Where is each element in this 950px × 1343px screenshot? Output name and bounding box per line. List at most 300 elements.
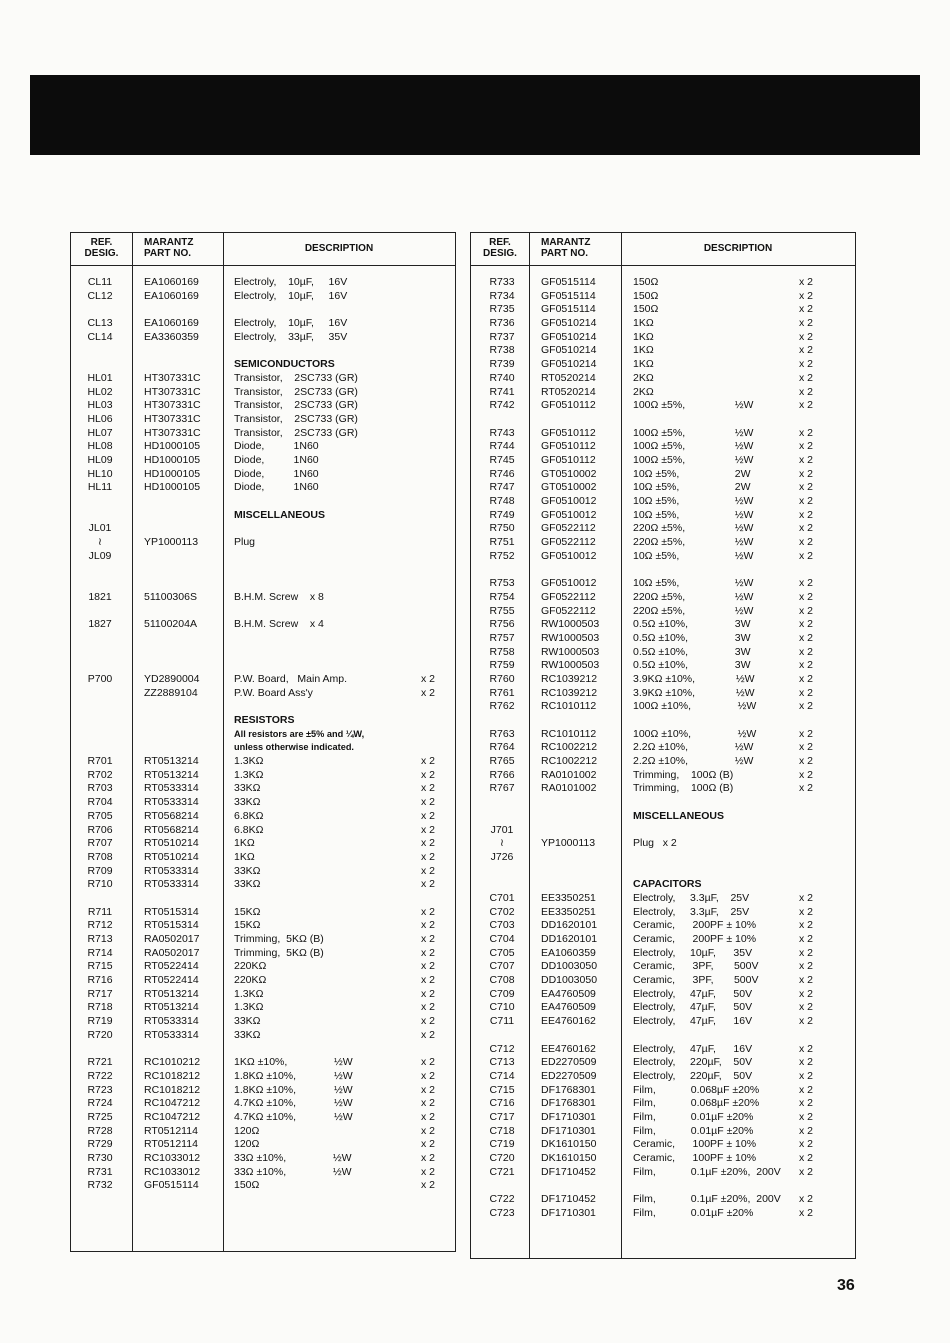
quantity: x 2 bbox=[420, 919, 435, 932]
description: Ceramic, 100PF ± 10% bbox=[633, 1138, 757, 1151]
ref-desig: R711 bbox=[87, 905, 113, 918]
part-number: GF0510112 bbox=[541, 440, 596, 453]
quantity: x 2 bbox=[420, 987, 435, 1000]
description: Diode, 1N60 bbox=[234, 481, 319, 494]
part-number: RW1000503 bbox=[541, 645, 600, 658]
description: 1KΩ bbox=[633, 344, 654, 357]
table-row bbox=[471, 851, 855, 865]
description: Electroly, 220µF, 50V bbox=[633, 1069, 753, 1082]
ref-desig: R739 bbox=[489, 358, 515, 371]
part-number: GF0515114 bbox=[541, 303, 596, 316]
ref-desig: C723 bbox=[489, 1206, 515, 1219]
ref-desig: C711 bbox=[489, 1015, 515, 1028]
table-row bbox=[71, 1179, 455, 1193]
part-number: DF1710301 bbox=[541, 1110, 596, 1123]
table-row bbox=[71, 988, 455, 1002]
part-number: GF0515114 bbox=[541, 276, 596, 288]
description: 33Ω ±10%, ½W bbox=[234, 1152, 352, 1164]
description: 1KΩ bbox=[633, 330, 654, 343]
ref-desig: R714 bbox=[87, 946, 113, 959]
description: Transistor, 2SC733 (GR) bbox=[234, 412, 358, 425]
quantity: x 2 bbox=[798, 358, 813, 371]
part-number: EA3360359 bbox=[144, 330, 199, 343]
part-number: DK1610150 bbox=[541, 1152, 597, 1164]
table-row bbox=[471, 947, 855, 961]
part-number: GF0510214 bbox=[541, 330, 597, 343]
part-number: RC1047212 bbox=[144, 1097, 201, 1110]
ref-desig: R745 bbox=[489, 453, 515, 466]
description: 4.7KΩ ±10%, ½W bbox=[234, 1097, 353, 1110]
description: 1KΩ bbox=[633, 317, 654, 330]
ref-desig: R749 bbox=[489, 508, 515, 521]
quantity: x 2 bbox=[798, 946, 813, 959]
part-number: RT0533314 bbox=[144, 878, 199, 891]
description: 150Ω bbox=[633, 289, 659, 302]
quantity: x 2 bbox=[798, 1193, 813, 1206]
ref-desig: R733 bbox=[489, 276, 515, 288]
description: Electroly, 10µF, 16V bbox=[234, 289, 348, 302]
part-number: EA1060169 bbox=[144, 276, 199, 288]
description: Film, 0.068µF ±20% bbox=[633, 1083, 760, 1096]
description: Film, 0.01µF ±20% bbox=[633, 1124, 754, 1137]
ref-desig: R746 bbox=[489, 467, 515, 480]
description: 33KΩ bbox=[234, 1028, 261, 1041]
ref-desig: C721 bbox=[489, 1165, 515, 1178]
description: 100Ω ±5%, ½W bbox=[633, 453, 754, 466]
table-row bbox=[471, 632, 855, 646]
row-spacer bbox=[71, 495, 455, 509]
table-row bbox=[471, 440, 855, 454]
table-row bbox=[71, 440, 455, 454]
quantity: x 2 bbox=[798, 1110, 813, 1123]
description: Film, 0.1µF ±20%, 200V bbox=[633, 1193, 781, 1206]
section-heading: MISCELLANEOUS bbox=[234, 508, 326, 521]
marantz-label: MARANTZ bbox=[144, 237, 194, 248]
description: Ceramic, 100PF ± 10% bbox=[633, 1152, 757, 1164]
table-row bbox=[71, 933, 455, 947]
row-spacer bbox=[71, 646, 455, 660]
table-row bbox=[71, 796, 455, 810]
ref-desig: C701 bbox=[489, 891, 515, 904]
ref-desig: R702 bbox=[87, 768, 113, 781]
ref-desig: R737 bbox=[489, 330, 515, 343]
description: 3.9KΩ ±10%, ½W bbox=[633, 672, 755, 685]
part-number: GF0510214 bbox=[541, 344, 597, 357]
ref-desig: C705 bbox=[489, 946, 515, 959]
part-number: 51100204A bbox=[144, 618, 197, 631]
table-row bbox=[471, 577, 855, 591]
table-row bbox=[71, 481, 455, 495]
quantity: x 2 bbox=[798, 590, 813, 603]
ref-desig: R750 bbox=[489, 522, 515, 535]
description: 33Ω ±10%, ½W bbox=[234, 1165, 352, 1178]
part-number: GF0515114 bbox=[144, 1179, 199, 1192]
part-number: GF0510112 bbox=[541, 453, 596, 466]
part-number: DD1620101 bbox=[541, 933, 598, 945]
quantity: x 2 bbox=[798, 1083, 813, 1096]
ref-desig: HL02 bbox=[87, 385, 113, 398]
description: 33KΩ bbox=[234, 878, 261, 891]
description: B.H.M. Screw x 8 bbox=[234, 590, 324, 603]
description: Trimming, 100Ω (B) bbox=[633, 782, 734, 795]
part-number: RT0515314 bbox=[144, 919, 199, 932]
quantity: x 2 bbox=[420, 850, 435, 863]
row-spacer bbox=[471, 714, 855, 728]
ref-desig: R734 bbox=[489, 289, 515, 302]
ref-desig: R712 bbox=[87, 919, 113, 932]
description: Trimming, 5KΩ (B) bbox=[234, 946, 324, 959]
ref-desig: CL12 bbox=[87, 289, 113, 302]
part-number: RT0522414 bbox=[144, 974, 199, 987]
table-row bbox=[471, 536, 855, 550]
part-number: EE4760162 bbox=[541, 1042, 596, 1055]
description: Electroly, 47µF, 50V bbox=[633, 987, 753, 1000]
ref-desig: C715 bbox=[489, 1083, 515, 1096]
table-row bbox=[71, 687, 455, 701]
table-row bbox=[71, 851, 455, 865]
quantity: x 2 bbox=[420, 933, 435, 945]
ref-desig: C702 bbox=[489, 905, 515, 918]
table-row bbox=[471, 372, 855, 386]
ref-desig: R764 bbox=[489, 741, 515, 754]
quantity: x 2 bbox=[798, 782, 813, 795]
ref-desig: CL11 bbox=[87, 276, 113, 288]
table-body bbox=[71, 276, 455, 1193]
ref-desig: R720 bbox=[87, 1028, 113, 1041]
part-number: RA0101002 bbox=[541, 768, 597, 781]
description: Transistor, 2SC733 (GR) bbox=[234, 426, 358, 439]
table-row bbox=[471, 1166, 855, 1180]
description: 33KΩ bbox=[234, 864, 261, 877]
section-heading: MISCELLANEOUS bbox=[633, 809, 725, 822]
description: Diode, 1N60 bbox=[234, 467, 319, 480]
table-row bbox=[471, 1111, 855, 1125]
part-number: YP1000113 bbox=[541, 837, 596, 850]
description: Transistor, 2SC733 (GR) bbox=[234, 371, 358, 384]
description: 10Ω ±5%, ½W bbox=[633, 549, 754, 562]
description: Film, 0.01µF ±20% bbox=[633, 1110, 754, 1123]
part-number: GF0510214 bbox=[541, 317, 597, 330]
ref-desig: R765 bbox=[489, 755, 515, 768]
description: 1.8KΩ ±10%, ½W bbox=[234, 1083, 353, 1096]
description: Ceramic, 200PF ± 10% bbox=[633, 933, 757, 945]
part-number: HD1000105 bbox=[144, 453, 201, 466]
table-row bbox=[71, 673, 455, 687]
description: 0.5Ω ±10%, 3W bbox=[633, 645, 751, 658]
quantity: x 2 bbox=[798, 1124, 813, 1137]
ref-desig: CL14 bbox=[87, 330, 113, 343]
description: 3.9KΩ ±10%, ½W bbox=[633, 686, 755, 699]
ref-desig: C709 bbox=[489, 987, 515, 1000]
description: 100Ω ±5%, ½W bbox=[633, 426, 754, 439]
parts-table-left bbox=[70, 232, 456, 1252]
ref-desig: R719 bbox=[87, 1015, 113, 1028]
table-row bbox=[471, 399, 855, 413]
description: 220Ω ±5%, ½W bbox=[633, 590, 754, 603]
quantity: x 2 bbox=[798, 371, 813, 384]
parts-table-right bbox=[470, 232, 856, 1259]
ref-desig: HL09 bbox=[87, 453, 113, 466]
table-row bbox=[71, 386, 455, 400]
table-row bbox=[471, 331, 855, 345]
part-number: ZZ2889104 bbox=[144, 686, 198, 699]
ref-desig: C718 bbox=[489, 1124, 515, 1137]
ref-desig: C703 bbox=[489, 919, 515, 932]
description: Electroly, 10µF, 16V bbox=[234, 276, 348, 288]
part-number: HD1000105 bbox=[144, 481, 201, 494]
quantity: x 2 bbox=[798, 727, 813, 740]
ref-desig: R710 bbox=[87, 878, 113, 891]
quantity: x 2 bbox=[420, 1152, 435, 1164]
ref-desig: R708 bbox=[87, 850, 113, 863]
part-number: RT0512114 bbox=[144, 1124, 198, 1137]
part-number: GF0522112 bbox=[541, 536, 596, 549]
ref-desig: R718 bbox=[87, 1001, 113, 1014]
table-row bbox=[71, 1138, 455, 1152]
table-row bbox=[471, 1070, 855, 1084]
row-spacer bbox=[71, 563, 455, 577]
ref-desig: C720 bbox=[489, 1152, 515, 1164]
table-row bbox=[71, 755, 455, 769]
ref-desig-header bbox=[71, 237, 132, 259]
description: Electroly, 47µF, 16V bbox=[633, 1042, 753, 1055]
description: 220KΩ bbox=[234, 960, 267, 973]
quantity: x 2 bbox=[798, 289, 813, 302]
table-row bbox=[471, 1125, 855, 1139]
ref-desig: CL13 bbox=[87, 317, 113, 330]
quantity: x 2 bbox=[798, 440, 813, 453]
ref-desig: R736 bbox=[489, 317, 515, 330]
quantity: x 2 bbox=[420, 782, 435, 795]
table-row bbox=[471, 509, 855, 523]
quantity: x 2 bbox=[420, 1056, 435, 1069]
quantity: x 2 bbox=[798, 1042, 813, 1055]
quantity: x 2 bbox=[420, 796, 435, 809]
row-spacer bbox=[71, 892, 455, 906]
quantity: x 2 bbox=[798, 344, 813, 357]
part-number: GF0510214 bbox=[541, 358, 597, 371]
description: 33KΩ bbox=[234, 782, 261, 795]
part-number: DF1768301 bbox=[541, 1097, 596, 1110]
table-row bbox=[71, 591, 455, 605]
table-row bbox=[471, 618, 855, 632]
ref-desig: C710 bbox=[489, 1001, 515, 1014]
description: Electroly, 47µF, 50V bbox=[633, 1001, 753, 1014]
description: Diode, 1N60 bbox=[234, 453, 319, 466]
ref-desig: R717 bbox=[87, 987, 113, 1000]
ref-desig: R706 bbox=[87, 823, 113, 836]
quantity: x 2 bbox=[798, 399, 813, 412]
description: 100Ω ±5%, ½W bbox=[633, 399, 754, 412]
description: 1.3KΩ bbox=[234, 1001, 264, 1014]
table-row bbox=[71, 372, 455, 386]
description: Electroly, 220µF, 50V bbox=[633, 1056, 753, 1069]
table-row bbox=[471, 892, 855, 906]
table-row bbox=[471, 454, 855, 468]
quantity: x 2 bbox=[798, 987, 813, 1000]
description: 150Ω bbox=[633, 276, 659, 288]
part-number: RA0502017 bbox=[144, 946, 200, 959]
quantity: x 2 bbox=[420, 960, 435, 973]
quantity: x 2 bbox=[420, 1001, 435, 1014]
part-number: RC1010212 bbox=[144, 1056, 201, 1069]
part-number: RC1018212 bbox=[144, 1083, 201, 1096]
section-heading-row bbox=[71, 358, 455, 372]
table-row bbox=[71, 906, 455, 920]
ref-desig: R738 bbox=[489, 344, 515, 357]
quantity: x 2 bbox=[798, 741, 813, 754]
partno-label: PART NO. bbox=[144, 248, 192, 259]
description: 220Ω ±5%, ½W bbox=[633, 604, 754, 617]
part-number: ED2270509 bbox=[541, 1056, 597, 1069]
part-number: HT307331C bbox=[144, 371, 201, 384]
part-number: ED2270509 bbox=[541, 1069, 597, 1082]
table-header bbox=[71, 233, 455, 266]
table-row bbox=[71, 276, 455, 290]
part-number: DD1003050 bbox=[541, 960, 598, 973]
description: 2.2Ω ±10%, ½W bbox=[633, 741, 754, 754]
ref-desig: R742 bbox=[489, 399, 515, 412]
part-number: DK1610150 bbox=[541, 1138, 597, 1151]
ref-desig: 1821 bbox=[88, 590, 112, 603]
ref-desig: R728 bbox=[87, 1124, 113, 1137]
part-number: RC1002212 bbox=[541, 755, 598, 768]
ref-desig: R730 bbox=[87, 1152, 113, 1164]
ref-desig: C714 bbox=[489, 1069, 515, 1082]
description: 100Ω ±10%, ½W bbox=[633, 700, 757, 713]
quantity: x 2 bbox=[798, 960, 813, 973]
description: Ceramic, 3PF, 500V bbox=[633, 960, 759, 973]
description: B.H.M. Screw x 4 bbox=[234, 618, 324, 631]
description: Electroly, 3.3µF, 25V bbox=[633, 891, 750, 904]
description: 220Ω ±5%, ½W bbox=[633, 536, 754, 549]
ref-desig: R722 bbox=[87, 1069, 113, 1082]
ref-desig: R707 bbox=[87, 837, 113, 850]
quantity: x 2 bbox=[798, 467, 813, 480]
table-row bbox=[71, 413, 455, 427]
section-heading: CAPACITORS bbox=[633, 878, 702, 891]
quantity: x 2 bbox=[798, 1152, 813, 1164]
description: 220Ω ±5%, ½W bbox=[633, 522, 754, 535]
table-row bbox=[471, 824, 855, 838]
description: 150Ω bbox=[234, 1179, 260, 1192]
row-spacer bbox=[71, 303, 455, 317]
table-row bbox=[471, 974, 855, 988]
row-spacer bbox=[471, 413, 855, 427]
ref-desig: R757 bbox=[489, 631, 515, 644]
quantity: x 2 bbox=[798, 604, 813, 617]
ref-desig: R705 bbox=[87, 809, 113, 822]
row-spacer bbox=[471, 1029, 855, 1043]
description: 150Ω bbox=[633, 303, 659, 316]
table-row bbox=[471, 1152, 855, 1166]
part-number: EA4760509 bbox=[541, 987, 596, 1000]
part-number: RT0568214 bbox=[144, 823, 199, 836]
table-row bbox=[71, 1097, 455, 1111]
quantity: x 2 bbox=[420, 809, 435, 822]
description: Electroly, 47µF, 16V bbox=[633, 1015, 753, 1028]
ref-desig: HL11 bbox=[87, 481, 113, 494]
part-no-header bbox=[144, 237, 193, 259]
ref-desig: R753 bbox=[489, 577, 515, 590]
table-row bbox=[471, 495, 855, 509]
table-row bbox=[71, 1001, 455, 1015]
part-number: EA1060169 bbox=[144, 289, 199, 302]
table-row bbox=[471, 276, 855, 290]
part-number: RW1000503 bbox=[541, 659, 600, 672]
part-number: GF0510112 bbox=[541, 426, 596, 439]
ref-desig: R723 bbox=[87, 1083, 113, 1096]
table-row bbox=[471, 673, 855, 687]
quantity: x 2 bbox=[798, 933, 813, 945]
quantity: x 2 bbox=[798, 631, 813, 644]
quantity: x 2 bbox=[798, 426, 813, 439]
part-number: EA1060359 bbox=[541, 946, 596, 959]
table-row bbox=[71, 810, 455, 824]
part-number: DF1710452 bbox=[541, 1193, 596, 1206]
part-number: RC1010112 bbox=[541, 700, 597, 713]
description: 0.5Ω ±10%, 3W bbox=[633, 631, 751, 644]
description: P.W. Board, Main Amp. bbox=[234, 672, 348, 685]
quantity: x 2 bbox=[798, 700, 813, 713]
table-row bbox=[71, 618, 455, 632]
part-number: RT0515314 bbox=[144, 905, 199, 918]
table-row bbox=[471, 427, 855, 441]
table-row bbox=[471, 1043, 855, 1057]
table-row bbox=[71, 947, 455, 961]
part-number: GF0522112 bbox=[541, 522, 596, 535]
ref-desig: P700 bbox=[87, 672, 113, 685]
table-row bbox=[71, 1056, 455, 1070]
part-number: EA1060169 bbox=[144, 317, 199, 330]
quantity: x 2 bbox=[798, 891, 813, 904]
table-row bbox=[471, 646, 855, 660]
part-number: GF0510012 bbox=[541, 549, 597, 562]
quantity: x 2 bbox=[798, 1138, 813, 1151]
table-row bbox=[471, 605, 855, 619]
quantity: x 2 bbox=[420, 1028, 435, 1041]
description-header: DESCRIPTION bbox=[304, 243, 374, 254]
description: Ceramic, 200PF ± 10% bbox=[633, 919, 757, 932]
description: 10Ω ±5%, ½W bbox=[633, 508, 754, 521]
table-row bbox=[71, 536, 455, 550]
section-note: unless otherwise indicated. bbox=[234, 742, 354, 753]
row-spacer bbox=[471, 865, 855, 879]
table-row bbox=[71, 522, 455, 536]
ref-desig: HL08 bbox=[87, 440, 113, 453]
ref-desig: R724 bbox=[87, 1097, 113, 1110]
ref-desig: ≀ bbox=[500, 837, 504, 850]
table-row bbox=[71, 974, 455, 988]
description: 15KΩ bbox=[234, 919, 261, 932]
ref-desig: 1827 bbox=[88, 618, 112, 631]
description: Film, 0.1µF ±20%, 200V bbox=[633, 1165, 781, 1178]
ref-desig: JL01 bbox=[88, 522, 112, 535]
table-row bbox=[471, 1015, 855, 1029]
description: Film, 0.068µF ±20% bbox=[633, 1097, 760, 1110]
quantity: x 2 bbox=[798, 536, 813, 549]
description: 0.5Ω ±10%, 3W bbox=[633, 618, 751, 631]
ref-desig: R715 bbox=[87, 960, 113, 973]
ref-desig: ≀ bbox=[98, 536, 102, 549]
table-row bbox=[71, 1015, 455, 1029]
row-spacer bbox=[471, 563, 855, 577]
section-heading-row bbox=[471, 878, 855, 892]
part-number: RT0513214 bbox=[144, 768, 199, 781]
description: 1.8KΩ ±10%, ½W bbox=[234, 1069, 353, 1082]
part-number: RT0533314 bbox=[144, 864, 199, 877]
quantity: x 2 bbox=[420, 1097, 435, 1110]
